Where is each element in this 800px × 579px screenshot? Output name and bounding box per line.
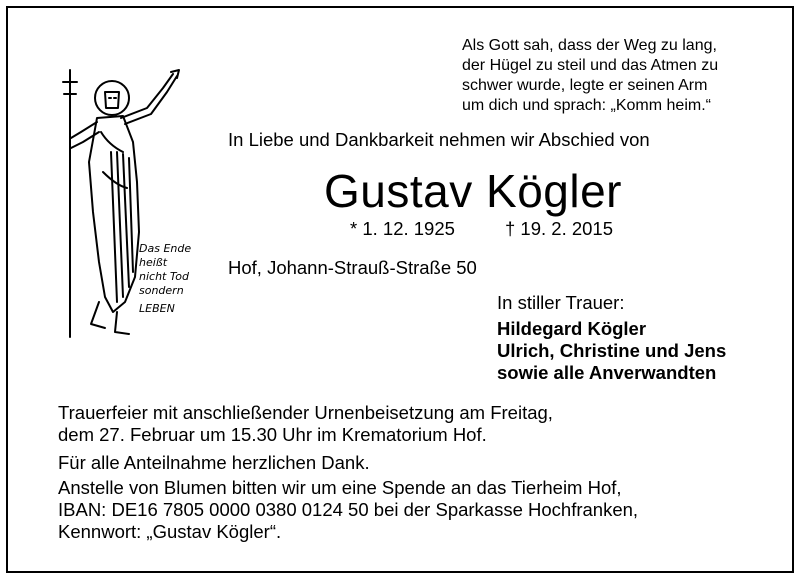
mourners-list	[497, 318, 726, 384]
inscription-line-4: sondern	[139, 284, 184, 297]
thanks-note: Für alle Anteilnahme herzlichen Dank.	[58, 452, 370, 473]
poem-line: schwer wurde, legte er seinen Arm	[462, 77, 708, 94]
christ-emblem	[55, 62, 195, 347]
donation-line: Anstelle von Blumen bitten wir um eine Spende an das Tierheim Hof,	[58, 477, 622, 498]
poem-line: der Hügel zu steil und das Atmen zu	[462, 57, 719, 74]
poem-line: um dich und sprach: „Komm heim.“	[462, 97, 711, 114]
funeral-info	[58, 402, 553, 446]
mourning-label: In stiller Trauer:	[497, 292, 625, 313]
mourner-name: sowie alle Anverwandten	[497, 362, 717, 383]
inscription-line-1: Das Ende	[139, 242, 192, 255]
poem-line: Als Gott sah, dass der Weg zu lang,	[462, 37, 717, 54]
donation-info	[58, 477, 638, 543]
mourner-name: Ulrich, Christine und Jens	[497, 340, 727, 361]
mourner-name: Hildegard Kögler	[497, 318, 647, 339]
address: Hof, Johann-Strauß-Straße 50	[228, 257, 477, 278]
inscription-line-5: LEBEN	[139, 302, 175, 315]
deceased-name: Gustav Kögler	[324, 165, 622, 217]
poem	[462, 36, 718, 116]
birth-date: * 1. 12. 1925	[350, 218, 455, 239]
inscription-line-3: nicht Tod	[139, 270, 189, 283]
farewell-intro: In Liebe und Dankbarkeit nehmen wir Abschied von	[228, 129, 650, 150]
funeral-line: Trauerfeier mit anschließender Urnenbeisetzung am Freitag,	[58, 402, 553, 423]
inscription-line-2: heißt	[139, 256, 168, 269]
death-date: † 19. 2. 2015	[505, 218, 614, 239]
donation-line: Kennwort: „Gustav Kögler“.	[58, 521, 282, 542]
funeral-line: dem 27. Februar um 15.30 Uhr im Krematorium Hof.	[58, 424, 487, 445]
donation-line: IBAN: DE16 7805 0000 0380 0124 50 bei der Sparkasse Hochfranken,	[58, 499, 639, 520]
